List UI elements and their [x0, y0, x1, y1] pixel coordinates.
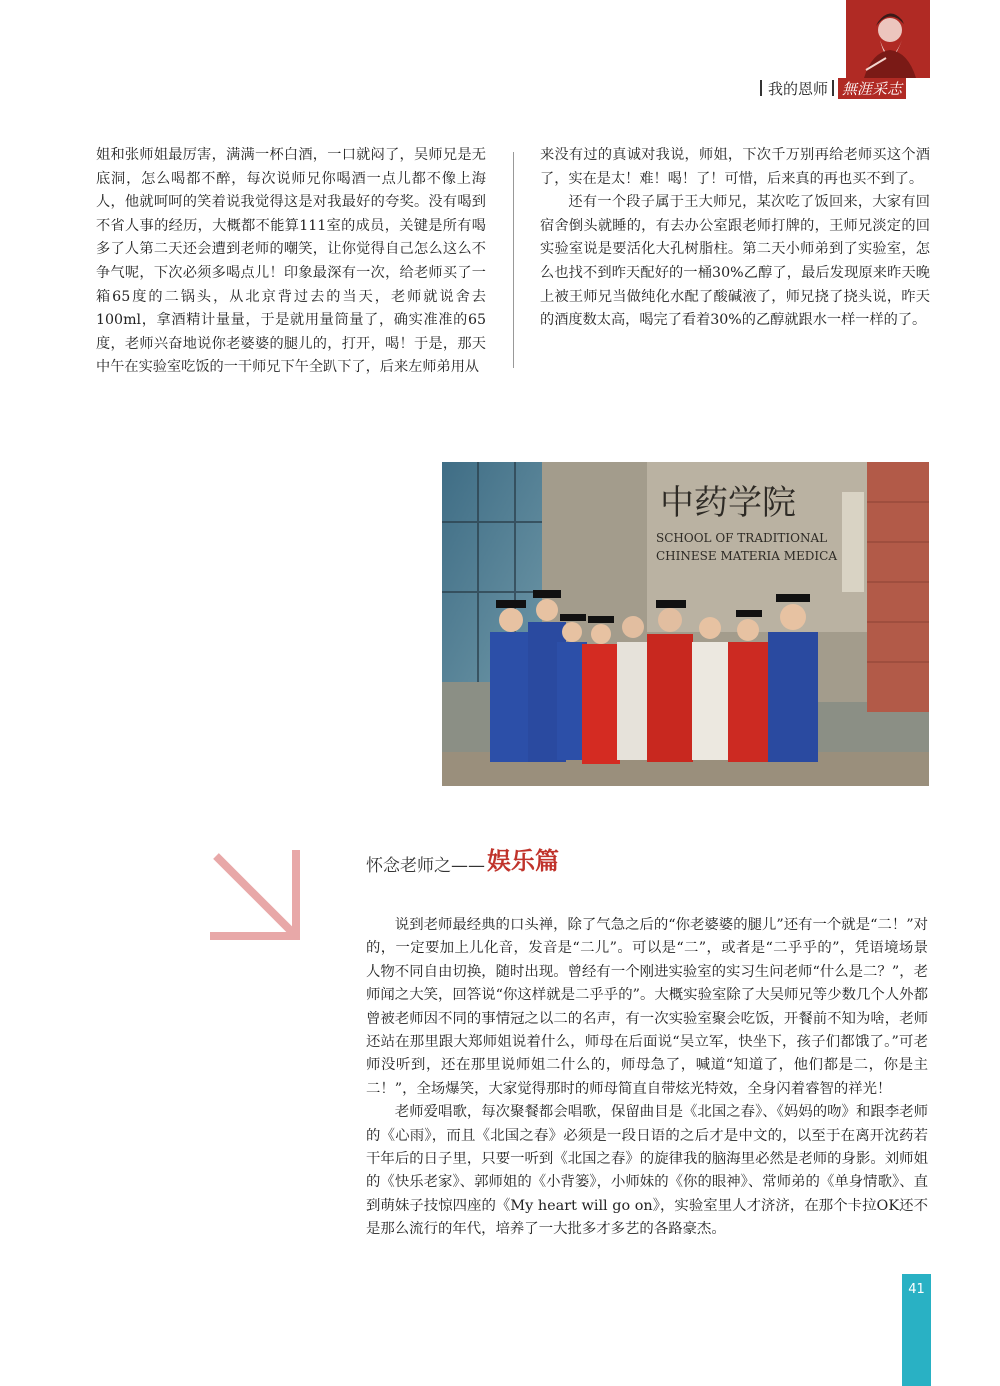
header-divider	[832, 80, 834, 96]
scholar-portrait-icon	[846, 0, 930, 78]
header	[760, 78, 934, 98]
article-column-left	[96, 144, 486, 380]
paragraph: 老师爱唱歌，每次聚餐都会唱歌，保留曲目是《北国之春》、《妈妈的吻》和跟李老师的《心雨》，而且《北国之春》必须是一段日语的之后才是中文的，以至于在离开沈药若干年后的日子里，只要一听到《北国之春》的旋律我的脑海里必然是老师的身影。刘师姐的《快乐老家》、郭师姐的《小背篓》，小师妹的《你的眼神》、常师弟的《单身情歌》、直到萌妹子技惊四座的《My heart will go on》，实验室里人才济济，在那个卡拉OK还不是那么流行的年代，培养了一大批多才多艺的各路豪杰。	[366, 1104, 928, 1238]
building-sign-chinese: 中药学院	[660, 483, 796, 523]
section-title	[366, 846, 559, 876]
page-number-tab	[902, 1274, 931, 1386]
building-sign-english-line2: CHINESE MATERIA MEDICA	[656, 549, 838, 563]
section-title-main: 娱乐篇	[487, 847, 559, 875]
header-divider	[760, 80, 762, 96]
paragraph: 还有一个段子属于王大师兄，某次吃了饭回来，大家有回宿舍倒头就睡的，有去办公室跟老师打牌的，王师兄淡定的回实验室说是要活化大孔树脂柱。第二天小师弟到了实验室，怎么也找不到昨天配好的一桶30%乙醇了，最后发现原来昨天晚上被王师兄当做纯化水配了酸碱液了，师兄挠了挠头说，昨天的酒度数太高，喝完了看着30%的乙醇就跟水一样一样的了。	[540, 194, 930, 329]
section-name: 我的恩师	[768, 79, 829, 98]
paragraph: 来没有过的真诚对我说，师姐，下次千万别再给老师买这个酒了，实在是太！难！喝！了！可惜，后来真的再也买不到了。	[540, 147, 930, 187]
down-right-arrow-icon	[206, 846, 302, 946]
article-column-right	[540, 144, 930, 333]
section-title-prefix: 怀念老师之——	[366, 856, 485, 876]
column-divider	[513, 152, 514, 368]
paragraph: 说到老师最经典的口头禅，除了气急之后的“你老婆婆的腿儿”还有一个就是“二！”对的，一定要加上儿化音，发音是“二儿”。可以是“二”，或者是“二乎乎的”，凭语境场景人物不同自由切换，随时出现。曾经有一个刚进实验室的实习生问老师“什么是二？”，老师闻之大笑，回答说“你这样就是二乎乎的”。大概实验室除了大吴师兄等少数几个人外都曾被老师因不同的事情冠之以二的名声，有一次实验室聚会吃饭，开餐前不知为啥，老师还站在那里跟大郑师姐说着什么，师母在后面说“吴立军，快坐下，孩子们都饿了。”可老师没听到，还在那里说师姐二什么的，师母急了，喊道“知道了，他们都是二，你是主二！”，全场爆笑，大家觉得那时的师母简直自带炫光特效，全身闪着睿智的祥光！	[366, 917, 928, 1097]
paragraph: 姐和张师姐最厉害，满满一杯白酒，一口就闷了，吴师兄是无底洞，怎么喝都不醉，每次说师兄你喝酒一点儿都不像上海人，他就呵呵的笑着说我觉得这是对我最好的夸奖。没有喝到不省人事的经历，大概都不能算111室的成员，关键是所有喝多了人第二天还会遭到老师的嘲笑，让你觉得自己怎么这么不争气呢，下次必须多喝点儿！印象最深有一次，给老师买了一箱65度的二锅头，从北京背过去的当天，老师就说舍去100ml，拿酒精计量量，于是就用量筒量了，确实准准的65度，老师兴奋地说你老婆婆的腿儿的，打开，喝！于是，那天中午在实验室吃饭的一干师兄下午全趴下了，后来左师弟用从	[96, 147, 486, 376]
building-sign-english-line1: SCHOOL OF TRADITIONAL	[656, 531, 828, 545]
section-body	[366, 914, 928, 1242]
graduation-photo	[442, 462, 929, 786]
brand-name: 無涯采志	[838, 78, 906, 99]
page-number: 41	[908, 1282, 925, 1297]
